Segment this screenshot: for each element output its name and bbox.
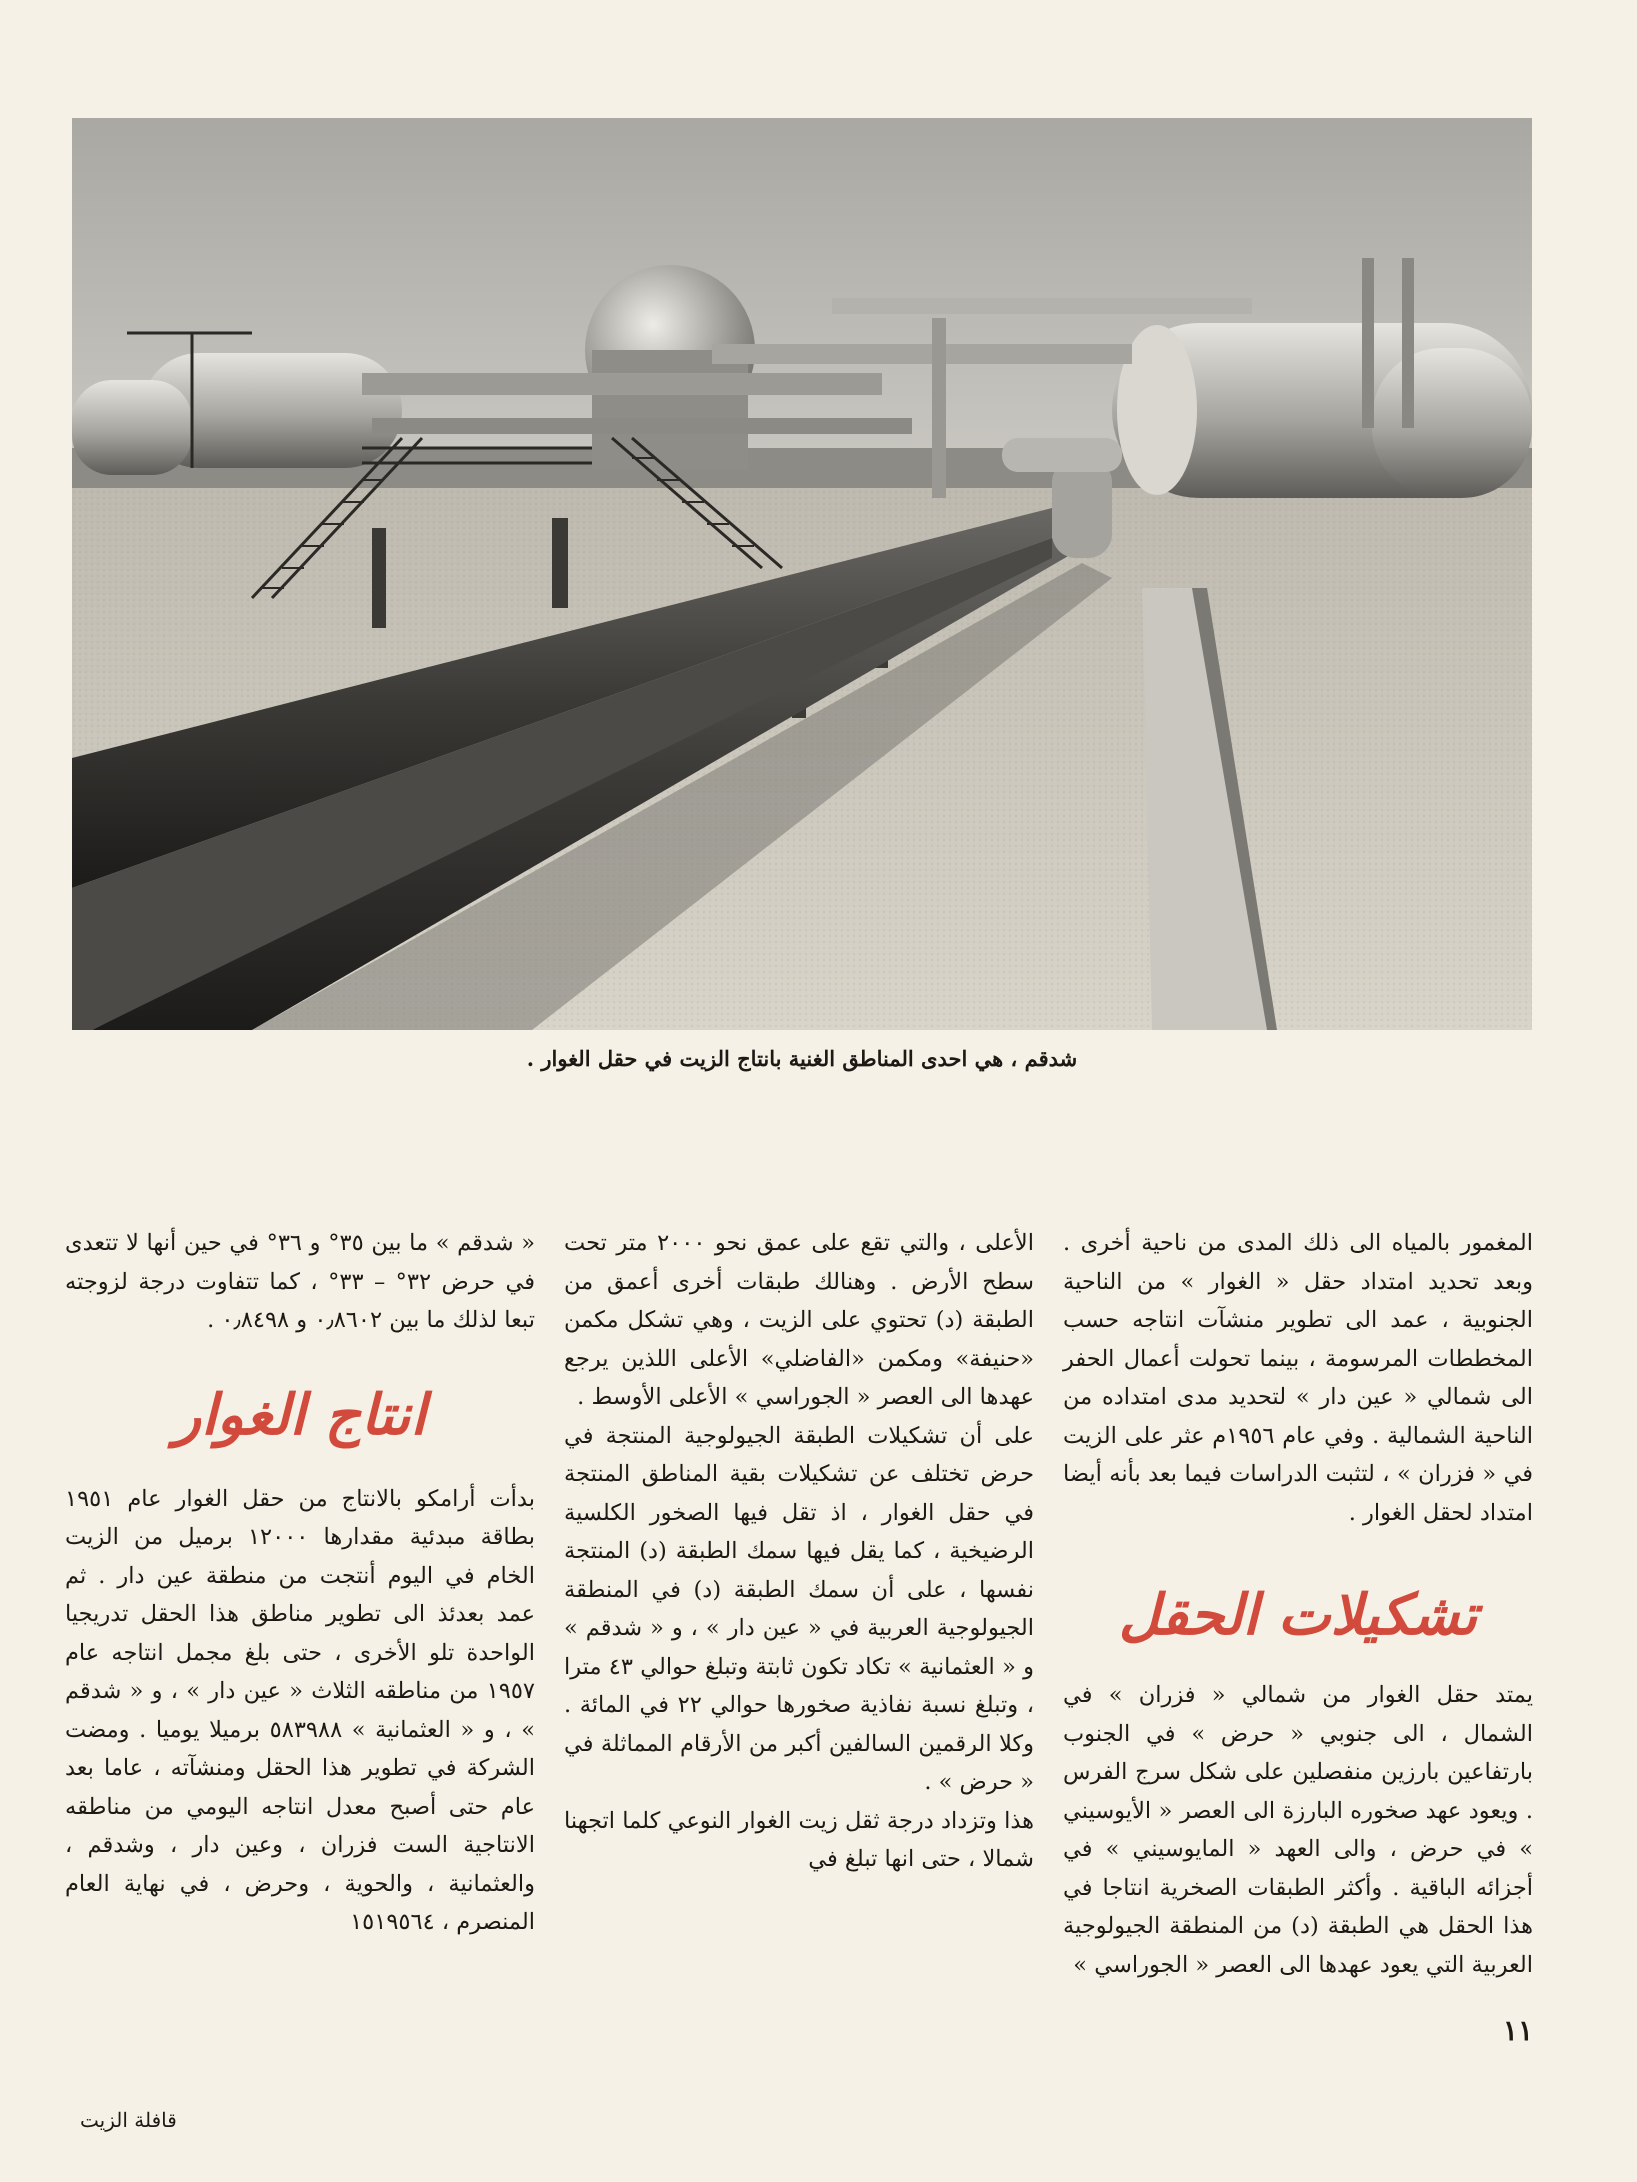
gosp-facility-illustration: [72, 118, 1532, 1030]
column-2-paragraph-2: على أن تشكيلات الطبقة الجيولوجية المنتجة في حرض تختلف عن تشكيلات بقية المناطق المنتجة في حقل الغوار ، اذ تقل فيها الصخور الكلسية الرضيخية ، كما يقل فيها سمك الطبقة (د) المنتجة نفسها ، على أن سمك الطبقة (د) في المنطقة الجيولوجية العربية في « عين دار » ، و « شدقم » و « العثمانية » تكاد تكون ثابتة وتبلغ حوالي ٤٣ مترا ، وتبلغ نسبة نفاذية صخورها حوالي ٢٢ في المائة . وكلا الرقمين السالفين أكبر من الأرقام المماثلة في « حرض » .: [564, 1422, 1034, 1795]
page-number: ١١: [1502, 2014, 1533, 2047]
article-column-3: [65, 1224, 535, 1942]
article-column-2: [564, 1224, 1034, 1879]
column-1-paragraph-2: يمتد حقل الغوار من شمالي « فزران » في الشمال ، الى جنوبي « حرض » في الجنوب بارتفاعين بارزين منفصلين على شكل سرج الفرس . ويعود عهد صخوره البارزة الى العصر « الأيوسيني » في حرض ، والى العهد « المايوسيني » في أجزائه الباقية . وأكثر الطبقات الصخرية انتاجا في هذا الحقل هي الطبقة (د) من المنطقة الجيولوجية العربية التي يعود عهدها الى العصر « الجوراسي »: [1063, 1682, 1533, 1978]
photo-caption: شدقم ، هي احدى المناطق الغنية بانتاج الزيت في حقل الغوار .: [526, 1046, 1078, 1071]
column-3-paragraph-2: بدأت أرامكو بالانتاج من حقل الغوار عام ١٩٥١ بطاقة مبدئية مقدارها ١٢٠٠٠ برميل من الزيت الخام في اليوم أنتجت من منطقة عين دار . ثم عمد بعدئذ الى تطوير مناطق هذا الحقل تدريجيا الواحدة تلو الأخرى ، حتى بلغ مجمل انتاجه عام ١٩٥٧ من مناطقه الثلاث « عين دار » ، و « شدقم » ، و « العثمانية » ٥٨٣٩٨٨ برميلا يوميا . ومضت الشركة في تطوير هذا الحقل ومنشآته ، عاما بعد عام حتى أصبح معدل انتاجه اليومي من مناطقه الانتاجية الست فزران ، وعين دار ، وشدقم ، والعثمانية ، والحوية ، وحرض ، في نهاية العام المنصرم ، ١٥١٩٥٦٤: [65, 1485, 535, 1935]
article-column-1: [1063, 1224, 1533, 1984]
column-2-paragraph-3: هذا وتزداد درجة ثقل زيت الغوار النوعي كلما اتجهنا شمالا ، حتى انها تبلغ في: [564, 1807, 1034, 1872]
column-1-paragraph-1: المغمور بالمياه الى ذلك المدى من ناحية أخرى . وبعد تحديد امتداد حقل « الغوار » من الناحية الجنوبية ، عمد الى تطوير منشآت انتاجه حسب المخططات المرسومة ، بينما تحولت أعمال الحفر الى شمالي « عين دار » لتحديد مدى امتداده من الناحية الشمالية . وفي عام ١٩٥٦م عثر على الزيت في « فزران » ، لتثبت الدراسات فيما بعد بأنه أيضا امتداد لحقل الغوار .: [1063, 1230, 1533, 1526]
section-heading-ghawar-production: انتاج الغوار: [174, 1381, 426, 1448]
column-3-paragraph-1: « شدقم » ما بين ٣٥° و ٣٦° في حين أنها لا تتعدى في حرض ٣٢° – ٣٣° ، كما تتفاوت درجة لزوجته تبعا لذلك ما بين ٠٫٨٦٠٢ و ٠٫٨٤٩٨ .: [65, 1230, 536, 1333]
section-heading-field-formations: تشكيلات الحقل: [1118, 1582, 1478, 1648]
oil-field-photo: [72, 118, 1532, 1030]
column-2-paragraph-1: الأعلى ، والتي تقع على عمق نحو ٢٠٠٠ متر تحت سطح الأرض . وهنالك طبقات أخرى أعمق من الطبقة (د) تحتوي على الزيت ، وهي تشكل مكمن «حنيفة» ومكمن «الفاضلي» الأعلى اللذين يرجع عهدها الى العصر « الجوراسي » الأعلى الأوسط .: [564, 1230, 1034, 1410]
magazine-name-footer: قافلة الزيت: [80, 2108, 177, 2132]
